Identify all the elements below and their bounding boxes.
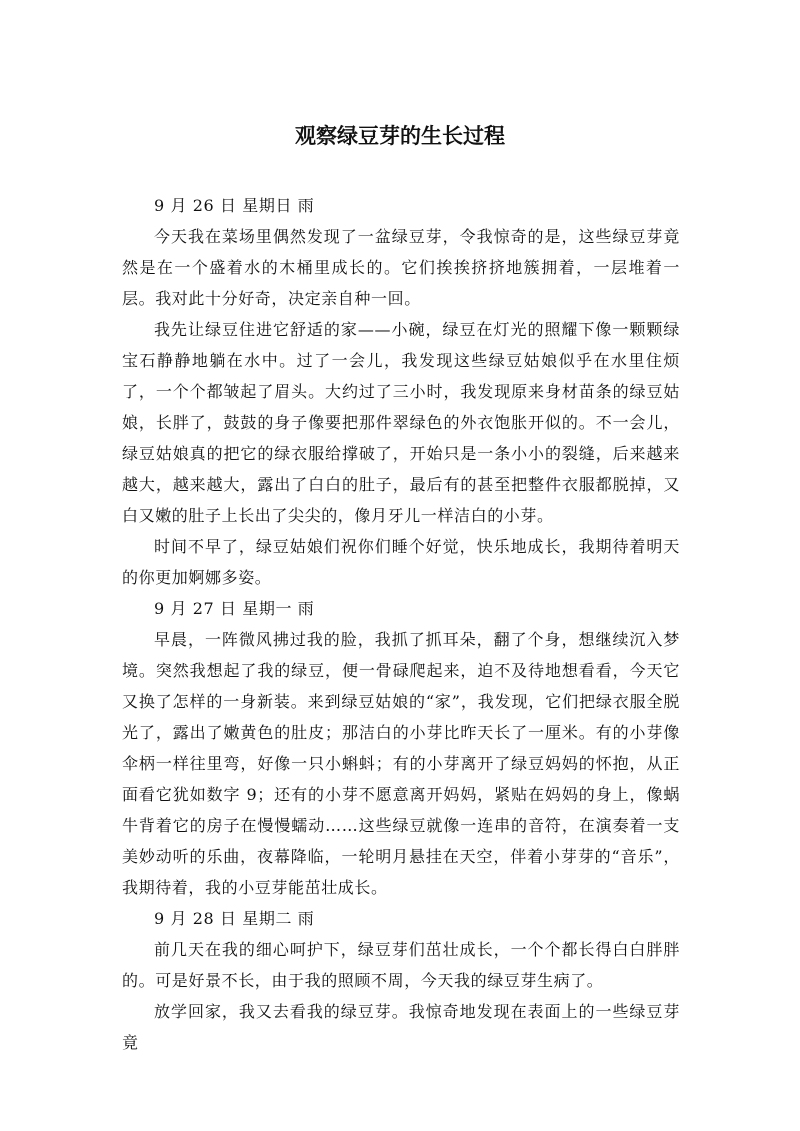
paragraph-morning: 早晨，一阵微风拂过我的脸，我抓了抓耳朵，翻了个身，想继续沉入梦境。突然我想起了我的绿豆，便一骨碌爬起来，迫不及待地想看看，今天它又换了怎样的一身新装。来到绿豆姑娘的“家”，我发现，它们把绿衣服全脱光了，露出了嫩黄色的肚皮；那洁白的小芽比昨天长了一厘米。有的小芽像伞柄一样往里弯，好像一只小蝌蚪；有的小芽离开了绿豆妈妈的怀抱，从正面看它犹如数字 9；还有的小芽不愿意离开妈妈，紧贴在妈妈的身上，像蜗牛背着它的房子在慢慢蠕动……这些绿豆就像一连串的音符，在演奏着一支美妙动听的乐曲，夜幕降临，一轮明月悬挂在天空，伴着小芽芽的“音乐”，我期待着，我的小豆芽能茁壮成长。: [122, 630, 680, 897]
diary-date-sep-27: 9 月 27 日 星期一 雨: [154, 599, 315, 618]
document-title: 观察绿豆芽的生长过程: [295, 124, 505, 148]
paragraph-soaking: 我先让绿豆住进它舒适的家——小碗，绿豆在灯光的照耀下像一颗颗绿宝石静静地躺在水中。过了一会儿，我发现这些绿豆姑娘似乎在水里住烦了，一个个都皱起了眉头。大约过了三小时，我发现原来身材苗条的绿豆姑娘，长胖了，鼓鼓的身子像要把那件翠绿色的外衣饱胀开似的。不一会儿，绿豆姑娘真的把它的绿衣服给撑破了，开始只是一条小小的裂缝，后来越来越大，越来越大，露出了白白的肚子，最后有的甚至把整件衣服都脱掉，又白又嫩的肚子上长出了尖尖的，像月牙儿一样洁白的小芽。: [122, 320, 680, 525]
paragraph-goodnight: 时间不早了，绿豆姑娘们祝你们睡个好觉，快乐地成长，我期待着明天的你更加婀娜多姿。: [122, 537, 680, 587]
diary-date-sep-28: 9 月 28 日 星期二 雨: [154, 909, 315, 928]
paragraph-after-school: 放学回家，我又去看我的绿豆芽。我惊奇地发现在表面上的一些绿豆芽竟: [122, 1002, 680, 1052]
document-body: [122, 190, 680, 1058]
paragraph-illness: 前几天在我的细心呵护下，绿豆芽们茁壮成长，一个个都长得白白胖胖的。可是好景不长，由于我的照顾不周，今天我的绿豆芽生病了。: [122, 940, 680, 990]
paragraph-discovery: 今天我在菜场里偶然发现了一盆绿豆芽，令我惊奇的是，这些绿豆芽竟然是在一个盛着水的木桶里成长的。它们挨挨挤挤地簇拥着，一层堆着一层。我对此十分好奇，决定亲自种一回。: [122, 227, 680, 308]
diary-date-sep-26: 9 月 26 日 星期日 雨: [154, 196, 315, 215]
